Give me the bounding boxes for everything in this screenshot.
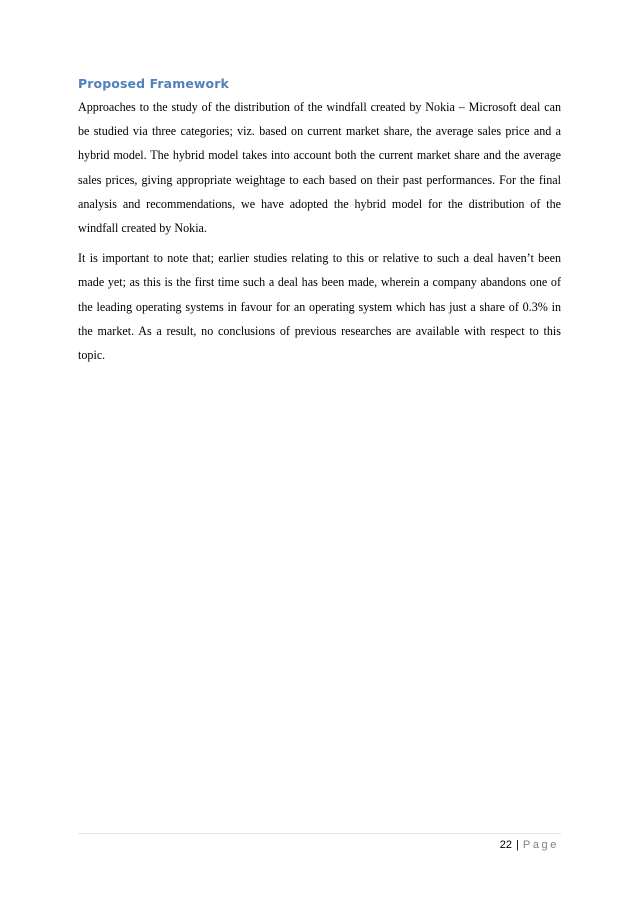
page-label: Page (522, 839, 559, 851)
page-content (78, 76, 561, 367)
paragraph-note: It is important to note that; earlier studies relating to this or relative to such a deal haven’t been made yet; as this is the first time such a deal has been made, wherein a company abandons one of the leading operating systems in favour for an operating system which has just a share of 0.3% in the market. As a result, no conclusions of previous researches are available with respect to this topic. (78, 251, 561, 363)
footer-separator: | (516, 839, 519, 851)
page-number: 22 (499, 839, 513, 851)
paragraph-approaches: Approaches to the study of the distribution of the windfall created by Nokia – Microsoft deal can be studied via three categories; viz. based on current market share, the average sales price and a hybrid model. The hybrid model takes into account both the current market share and the average sales prices, giving appropriate weightage to each based on their past performances. For the final analysis and recommendations, we have adopted the hybrid model for the distribution of the windfall created by Nokia. (78, 100, 561, 236)
page-footer (500, 839, 559, 851)
section-heading: Proposed Framework (78, 76, 229, 91)
footer-divider (78, 833, 561, 834)
